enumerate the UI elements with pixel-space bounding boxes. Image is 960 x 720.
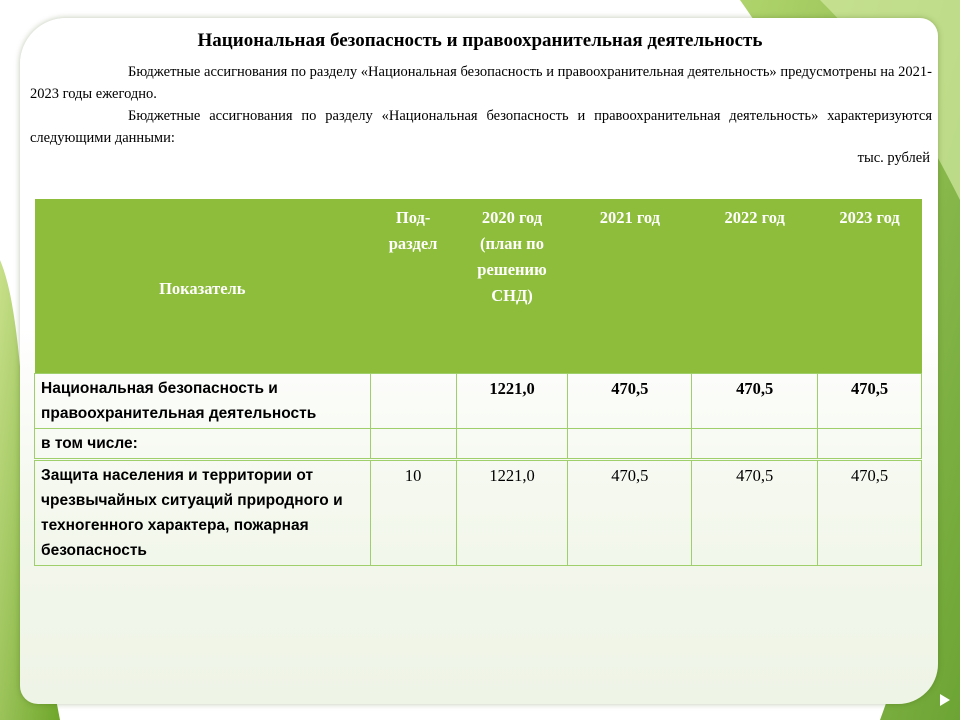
- row-2022: 470,5: [692, 373, 818, 428]
- header-2021: 2021 год: [568, 199, 692, 373]
- table-row: [35, 373, 922, 428]
- row-2021: [568, 428, 692, 459]
- header-subsection: Под-раздел: [370, 199, 456, 373]
- row-2023: 470,5: [818, 459, 922, 565]
- next-slide-arrow-icon[interactable]: [940, 694, 950, 706]
- row-subsection: [370, 428, 456, 459]
- table-row: [35, 459, 922, 565]
- paragraph-1-text: Бюджетные ассигнования по разделу «Национальная безопасность и правоохранительная деятельность» предусмотрены на 2021-2023 годы ежегодно.: [30, 64, 932, 102]
- paragraph-1: [30, 61, 932, 105]
- page-title: Национальная безопасность и правоохранительная деятельность: [197, 30, 763, 51]
- table-header-row: [35, 199, 922, 373]
- row-subsection: [370, 373, 456, 428]
- header-2022: 2022 год: [692, 199, 818, 373]
- header-2023: 2023 год: [818, 199, 922, 373]
- row-name: Защита населения и территории от чрезвычайных ситуаций природного и техногенного характера, пожарная безопасность: [35, 459, 371, 565]
- row-2021: 470,5: [568, 373, 692, 428]
- budget-table: [34, 199, 922, 566]
- units-label: тыс. рублей: [857, 150, 930, 166]
- row-2020: 1221,0: [456, 459, 568, 565]
- paragraph-2: [30, 105, 932, 149]
- header-indicator: Показатель: [35, 199, 371, 373]
- row-2021: 470,5: [568, 459, 692, 565]
- paragraph-2-text: Бюджетные ассигнования по разделу «Национальная безопасность и правоохранительная деятельность» характеризуются следующими данными:: [30, 108, 932, 146]
- table-row: [35, 428, 922, 459]
- row-2023: 470,5: [818, 373, 922, 428]
- row-2020: 1221,0: [456, 373, 568, 428]
- row-2022: [692, 428, 818, 459]
- row-2022: 470,5: [692, 459, 818, 565]
- row-name: Национальная безопасность и правоохранительная деятельность: [35, 373, 371, 428]
- row-2023: [818, 428, 922, 459]
- row-subsection: 10: [370, 459, 456, 565]
- row-2020: [456, 428, 568, 459]
- header-2020: 2020 год (план по решению СНД): [456, 199, 568, 373]
- row-name: в том числе:: [35, 428, 371, 459]
